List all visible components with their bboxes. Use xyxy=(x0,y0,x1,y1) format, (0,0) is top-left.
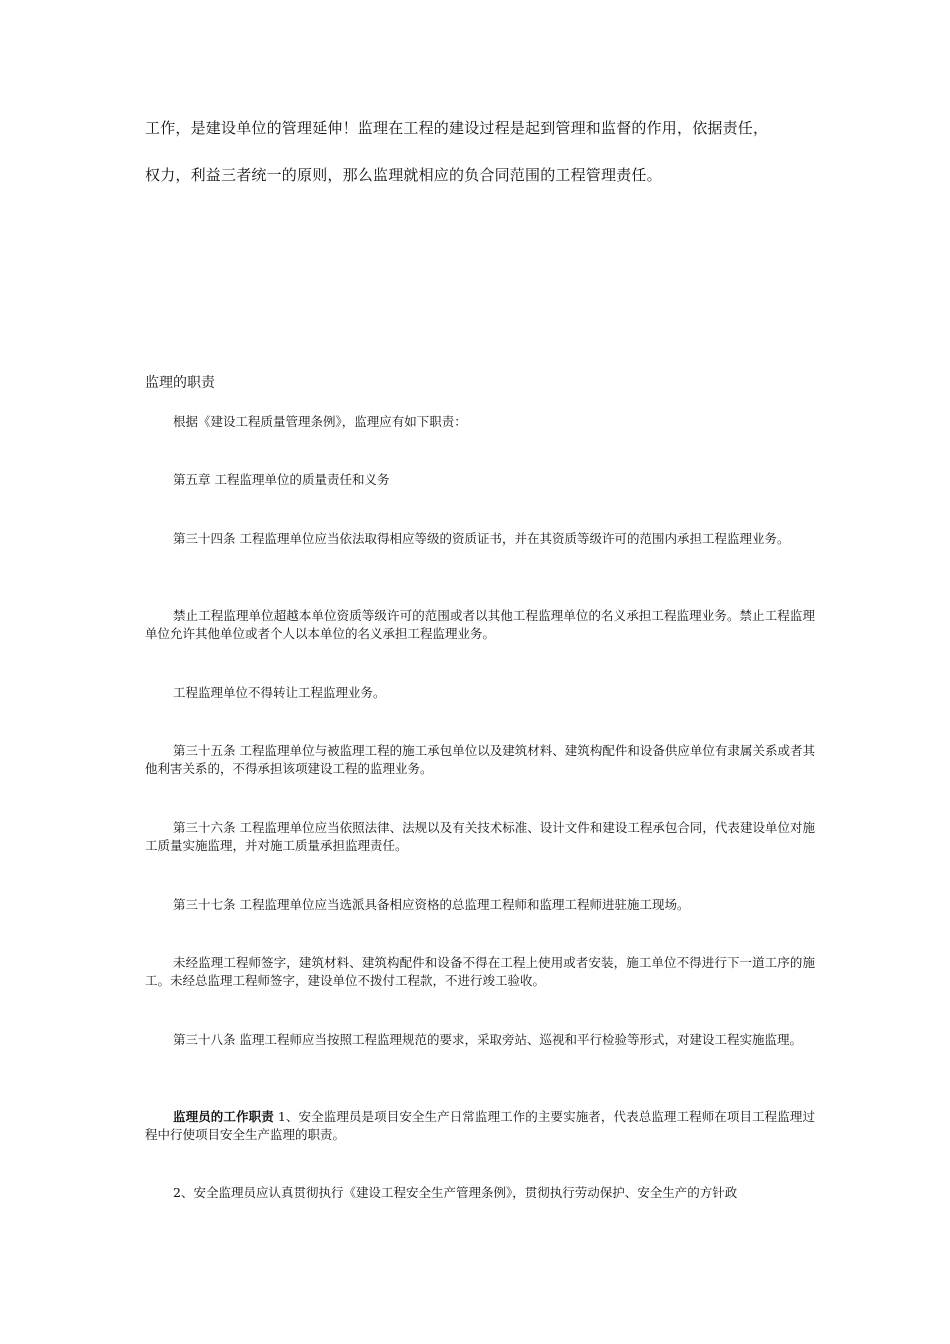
paragraph-article-34: 第三十四条 工程监理单位应当依法取得相应等级的资质证书，并在其资质等级许可的范围内承担工程监理业务。 xyxy=(173,531,790,546)
supervisor-duties-heading: 监理员的工作职责 xyxy=(173,1109,274,1124)
section-title: 监理的职责 xyxy=(145,375,215,391)
paragraph-article-37: 第三十七条 工程监理单位应当选派具备相应资格的总监理工程师和监理工程师进驻施工现场。 xyxy=(173,897,690,912)
paragraph-basis: 根据《建设工程质量管理条例》，监理应有如下职责： xyxy=(173,414,467,429)
paragraph-supervisor-duties xyxy=(145,1108,815,1144)
paragraph-signature-rule: 未经监理工程师签字，建筑材料、建筑构配件和设备不得在工程上使用或者安装，施工单位不得进行下一道工序的施工。未经总监理工程师签字，建设单位不拨付工程款，不进行竣工验收。 xyxy=(145,955,815,988)
paragraph-duty-2: 2、安全监理员应认真贯彻执行《建设工程安全生产管理条例》，贯彻执行劳动保护、安全生产的方针政 xyxy=(173,1185,738,1200)
paragraph-article-38: 第三十八条 监理工程师应当按照工程监理规范的要求，采取旁站、巡视和平行检验等形式，对建设工程实施监理。 xyxy=(173,1032,802,1047)
paragraph-prohibition: 禁止工程监理单位超越本单位资质等级许可的范围或者以其他工程监理单位的名义承担工程监理业务。禁止工程监理单位允许其他单位或者个人以本单位的名义承担工程监理业务。 xyxy=(145,608,815,641)
paragraph-no-transfer: 工程监理单位不得转让工程监理业务。 xyxy=(173,685,386,700)
intro-line-1: 工作，是建设单位的管理延伸！监理在工程的建设过程是起到管理和监督的作用，依据责任， xyxy=(145,119,769,137)
intro-line-2: 权力，利益三者统一的原则，那么监理就相应的负合同范围的工程管理责任。 xyxy=(145,166,662,184)
supervisor-duties-text: 1、安全监理员是项目安全生产日常监理工作的主要实施者，代表总监理工程师在项目工程监理过程中行使项目安全生产监理的职责。 xyxy=(145,1109,815,1142)
paragraph-article-36: 第三十六条 工程监理单位应当依照法律、法规以及有关技术标准、设计文件和建设工程承包合同，代表建设单位对施工质量实施监理，并对施工质量承担监理责任。 xyxy=(145,820,815,853)
paragraph-chapter-five: 第五章 工程监理单位的质量责任和义务 xyxy=(173,472,390,487)
paragraph-article-35: 第三十五条 工程监理单位与被监理工程的施工承包单位以及建筑材料、建筑构配件和设备供应单位有隶属关系或者其他利害关系的，不得承担该项建设工程的监理业务。 xyxy=(145,743,815,776)
